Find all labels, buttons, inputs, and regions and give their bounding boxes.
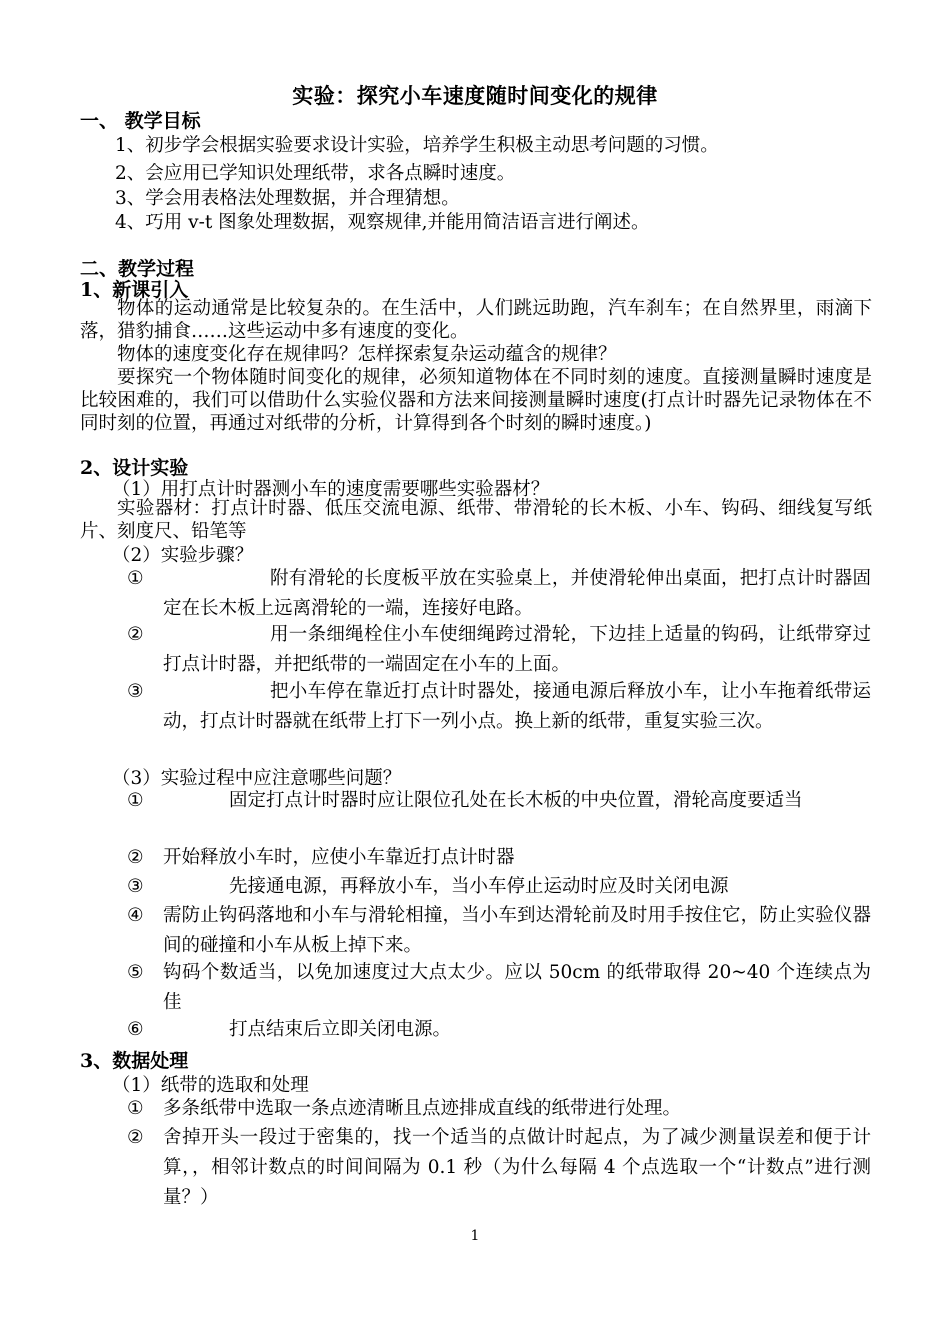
precaution-number: ① [127,790,144,811]
goal-item: 3、学会用表格法处理数据，并合理猜想。 [115,188,460,209]
precaution-text: 钩码个数适当，以免加速度过大点太少。应以 50cm 的纸带取得 20~40 个连续点为佳 [163,962,871,1013]
precaution-number: ③ [127,876,144,897]
subsection-heading-data: 3、数据处理 [80,1050,189,1072]
precaution-text: 打点结束后立即关闭电源。 [229,1019,452,1040]
step-text: 把小车停在靠近打点计时器处，接通电源后释放小车，让小车拖着纸带运动，打点计时器就在纸带上打下一列小点。换上新的纸带，重复实验三次。 [163,681,871,732]
precaution-text: 需防止钩码落地和小车与滑轮相撞，当小车到达滑轮前及时用手按住它，防止实验仪器间的碰撞和小车从板上掉下来。 [163,905,871,956]
question-equipment: （1）用打点计时器测小车的速度需要哪些实验器材？ [112,479,550,500]
page-number: 1 [470,1228,480,1244]
intro-paragraph: 要探究一个物体随时间变化的规律，必须知道物体在不同时刻的速度。直接测量瞬时速度是比较困难的，我们可以借助什么实验仪器和方法来间接测量瞬时速度(打点计时器先记录物体在不同时刻的位置，再通过对纸带的分析，计算得到各个时刻的瞬时速度。) [80,367,872,434]
data-item-number: ① [127,1098,144,1119]
precaution-text: 先接通电源，再释放小车，当小车停止运动时应及时关闭电源 [229,876,729,897]
subsection-heading-design: 2、设计实验 [80,457,189,479]
section-heading-goals: 一、 教学目标 [80,110,201,132]
precaution-number: ④ [127,905,144,926]
section-heading-process: 二、教学过程 [80,258,195,280]
step-number: ③ [127,681,144,702]
equipment-list: 实验器材：打点计时器、低压交流电源、纸带、带滑轮的长木板、小车、钩码、细线复写纸片、刻度尺、铅笔等 [80,498,872,542]
page-title: 实验：探究小车速度随时间变化的规律 [292,83,658,108]
question-tape: （1）纸带的选取和处理 [112,1075,309,1096]
precaution-number: ⑥ [127,1019,144,1040]
step-number: ② [127,624,144,645]
data-item-text: 多条纸带中选取一条点迹清晰且点迹排成直线的纸带进行处理。 [163,1098,682,1119]
goal-item: 2、会应用已学知识处理纸带，求各点瞬时速度。 [115,163,516,184]
data-item-text: 舍掉开头一段过于密集的，找一个适当的点做计时起点，为了减少测量误差和便于计算，，相邻计数点的时间间隔为 0.1 秒（为什么每隔 4 个点选取一个“计数点”进行测量？） [163,1127,871,1208]
intro-paragraph: 物体的速度变化存在规律吗？怎样探索复杂运动蕴含的规律？ [117,344,617,365]
question-steps: （2）实验步骤？ [112,545,254,566]
step-text: 附有滑轮的长度板平放在实验桌上，并使滑轮伸出桌面，把打点计时器固定在长木板上远离滑轮的一端，连接好电路。 [163,568,871,619]
precaution-text: 开始释放小车时，应使小车靠近打点计时器 [163,847,515,868]
precaution-number: ② [127,847,144,868]
question-precautions: （3）实验过程中应注意哪些问题？ [112,768,402,789]
intro-paragraph: 物体的运动通常是比较复杂的。在生活中，人们跳远助跑，汽车刹车；在自然界里，雨滴下落，猎豹捕食……这些运动中多有速度的变化。 [80,298,872,342]
precaution-text: 固定打点计时器时应让限位孔处在长木板的中央位置，滑轮高度要适当 [229,790,803,811]
precaution-number: ⑤ [127,962,144,983]
step-text: 用一条细绳栓住小车使细绳跨过滑轮，下边挂上适量的钩码，让纸带穿过打点计时器，并把纸带的一端固定在小车的上面。 [163,624,871,675]
subsection-heading-intro: 1、新课引入 [80,279,189,301]
step-number: ① [127,568,144,589]
goal-item: 1、初步学会根据实验要求设计实验，培养学生积极主动思考问题的习惯。 [115,135,719,156]
data-item-number: ② [127,1127,144,1148]
goal-item: 4、巧用 v-t 图象处理数据，观察规律,并能用简洁语言进行阐述。 [115,212,650,233]
